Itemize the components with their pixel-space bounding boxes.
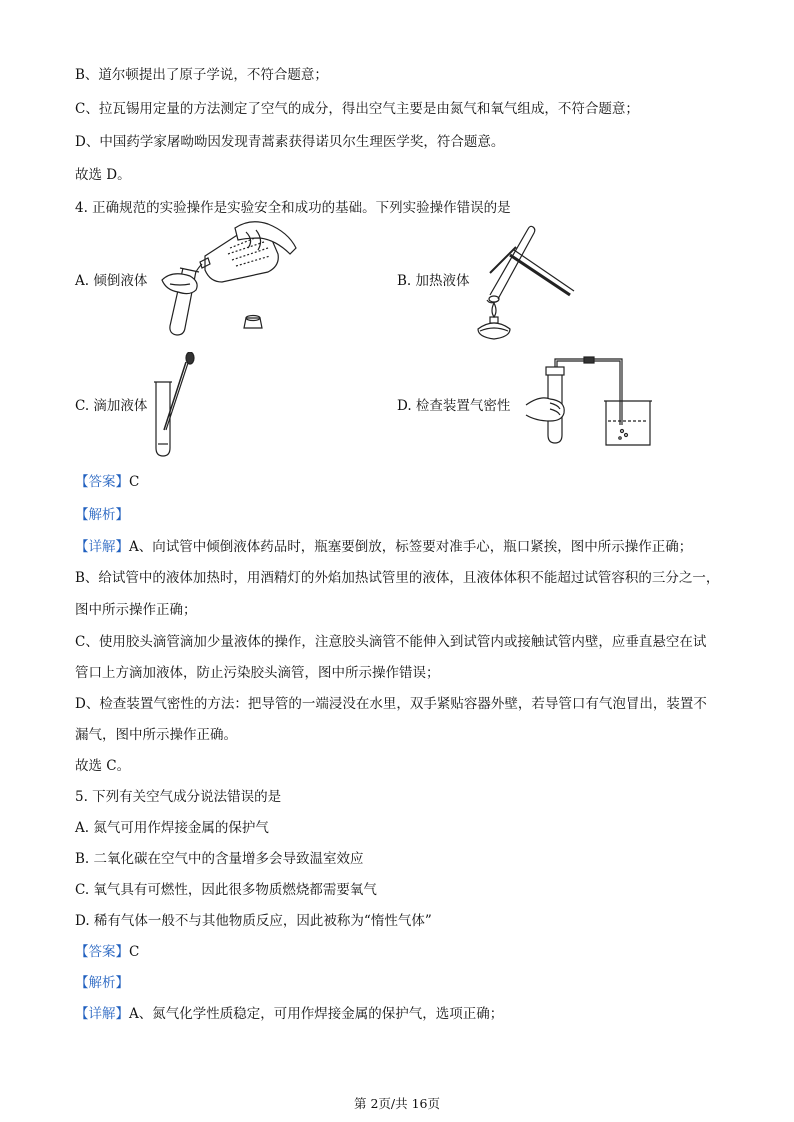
text-line: D、检查装置气密性的方法：把导管的一端浸没在水里，双手紧贴容器外壁，若导管口有气泡冒出，装置不 [75,696,707,712]
answer-row [75,473,139,491]
analysis-row [75,974,129,992]
analysis-tag: 【解析】 [75,507,129,523]
analysis-row [75,506,129,524]
text-line: B、给试管中的液体加热时，用酒精灯的外焰加热试管里的液体，且液体体积不能超过试管容积的三分之一， [75,570,720,586]
detail-tag: 【详解】 [75,539,129,555]
airtightness-check-figure [522,355,670,450]
detail-row [75,1005,503,1023]
text-line: B、道尔顿提出了原子学说，不符合题意； [75,67,328,83]
pouring-liquid-figure [150,218,300,338]
heating-liquid-figure [470,225,582,340]
option-d-label: D. 检查装置气密性 [397,398,511,414]
q5-option-c: C. 氧气具有可燃性，因此很多物质燃烧都需要氧气 [75,882,377,898]
q5-option-a: A. 氮气可用作焊接金属的保护气 [75,820,269,836]
answer-row [75,943,139,961]
text-line: D、中国药学家屠呦呦因发现青蒿素获得诺贝尔生理医学奖，符合题意。 [75,134,505,150]
text-line: 漏气，图中所示操作正确。 [75,727,237,743]
question-5-stem: 5. 下列有关空气成分说法错误的是 [75,789,282,805]
question-4-stem: 4. 正确规范的实验操作是实验安全和成功的基础。下列实验操作错误的是 [75,200,511,216]
q5-option-b: B. 二氧化碳在空气中的含量增多会导致温室效应 [75,851,364,867]
text-line: C、拉瓦锡用定量的方法测定了空气的成分，得出空气主要是由氮气和氧气组成，不符合题意； [75,101,639,117]
text-line: 图中所示操作正确； [75,602,197,618]
option-a-label: A. 倾倒液体 [75,273,148,289]
option-b-label: B. 加热液体 [397,273,470,289]
text-line: 故选 D。 [75,167,131,183]
text-line: 管口上方滴加液体，防止污染胶头滴管，图中所示操作错误； [75,665,440,681]
answer-value: C [129,474,140,490]
detail-a: A、氮气化学性质稳定，可用作焊接金属的保护气，选项正确； [129,1006,504,1022]
detail-a: A、向试管中倾倒液体药品时，瓶塞要倒放，标签要对准手心，瓶口紧挨，图中所示操作正确； [129,539,693,555]
option-c-label: C. 滴加液体 [75,398,148,414]
text-line: 故选 C。 [75,758,131,774]
answer-value: C [129,944,140,960]
detail-tag: 【详解】 [75,1006,129,1022]
text-line: C、使用胶头滴管滴加少量液体的操作，注意胶头滴管不能伸入到试管内或接触试管内壁，应垂直悬空在试 [75,634,707,650]
q5-option-d: D. 稀有气体一般不与其他物质反应，因此被称为“惰性气体” [75,913,432,929]
answer-tag: 【答案】 [75,944,129,960]
page-footer: 第 2页/共 16页 [353,1096,441,1111]
detail-row [75,538,692,556]
dropping-liquid-figure [150,352,200,462]
analysis-tag: 【解析】 [75,975,129,991]
answer-tag: 【答案】 [75,474,129,490]
